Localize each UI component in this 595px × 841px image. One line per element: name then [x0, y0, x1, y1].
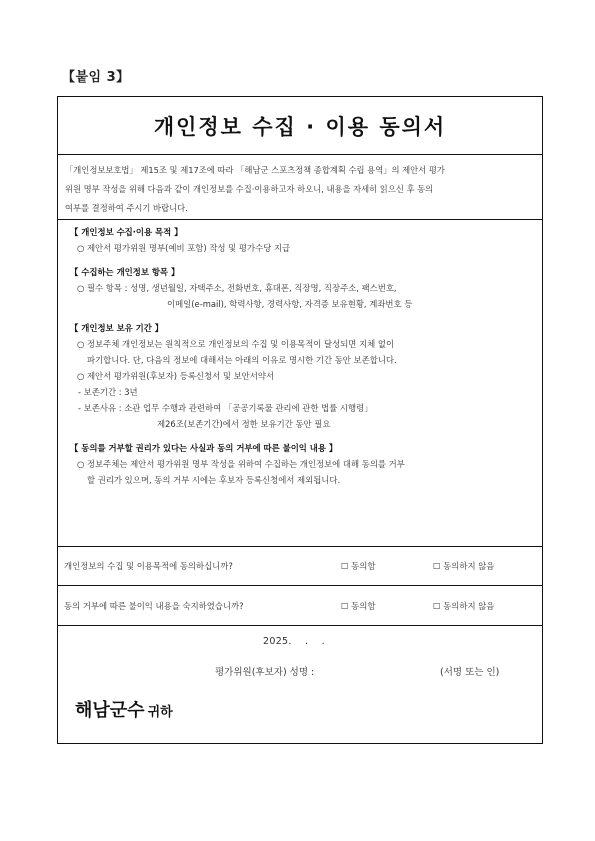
- signature-hint: (서명 또는 인): [440, 667, 500, 678]
- agree-checkbox[interactable]: ☐ 동의함: [341, 600, 376, 611]
- refusal-line: 할 권리가 있으며, 동의 거부 시에는 후보자 등록신청에서 제외됩니다.: [87, 475, 341, 485]
- question-text: 동의 거부에 따른 불이익 내용을 숙지하였습니까?: [64, 600, 244, 611]
- title-row: [58, 97, 542, 155]
- purpose-title: 【 개인정보 수집·이용 목적 】: [70, 227, 183, 237]
- retention-reason: - 보존사유 : 소관 업무 수행과 관련하여 「공공기록물 관리에 관한 법률 시행령」: [78, 403, 373, 413]
- retention-period: - 보존기간 : 3년: [78, 387, 138, 397]
- acknowledge-question-row: [58, 586, 542, 626]
- disagree-checkbox[interactable]: ☐ 동의하지 않음: [433, 561, 495, 571]
- agree-checkbox[interactable]: ☐ 동의함: [341, 561, 376, 571]
- retention-line: 파기합니다. 단, 다음의 정보에 대해서는 아래의 이유로 명시한 기간 동안 보존합니다.: [87, 355, 397, 365]
- date-field[interactable]: 2025. . .: [263, 636, 325, 647]
- signature-area: [58, 626, 542, 744]
- disagree-checkbox[interactable]: ☐ 동의하지 않음: [433, 600, 495, 611]
- refusal-line: ○ 정보주체는 제안서 평가위원 명부 작성을 위하여 수집하는 개인정보에 대해 동의를 거부: [77, 459, 405, 469]
- retention-reason: 제26조(보존기간)에서 정한 보유기간 동안 필요: [157, 419, 331, 429]
- retention-line: ○ 제안서 평가위원(후보자) 등록신청서 및 보안서약서: [77, 371, 275, 381]
- items-line: ○ 필수 항목 : 성명, 생년월일, 자택주소, 전화번호, 휴대폰, 직장명, 직장주소, 팩스번호,: [77, 283, 397, 293]
- items-title: 【 수집하는 개인정보 항목 】: [70, 267, 180, 277]
- intro-line: 「개인정보보호법」 제15조 및 제17조에 따라 「해남군 스포츠정책 종합계획 수립 용역」의 제안서 평가: [65, 165, 445, 175]
- recipient-suffix: 귀하: [147, 705, 173, 720]
- retention-title: 【 개인정보 보유 기간 】: [70, 323, 164, 333]
- purpose-item: ○ 제안서 평가위원 명부(예비 포함) 작성 및 평가수당 지급: [77, 243, 291, 253]
- intro-paragraph: [58, 155, 542, 220]
- form-title: 개인정보 수집 · 이용 동의서: [153, 114, 447, 139]
- intro-line: 위원 명부 작성을 위해 다음과 같이 개인정보를 수집·이용하고자 하오니, 내용을 자세히 읽으신 후 동의: [65, 184, 434, 194]
- intro-line: 여부를 결정하여 주시기 바랍니다.: [65, 203, 188, 213]
- recipient: [75, 696, 173, 722]
- consent-form: [57, 96, 543, 744]
- signer-label: 평가위원(후보자) 성명 :: [215, 667, 315, 678]
- consent-question-row: [58, 547, 542, 586]
- attachment-label: 【붙임 3】: [62, 70, 130, 85]
- question-text: 개인정보의 수집 및 이용목적에 동의하십니까?: [64, 561, 233, 571]
- items-line: 이메일(e-mail), 학력사항, 경력사항, 자격증 보유현황, 계좌번호 등: [167, 299, 413, 309]
- refusal-title: 【 동의를 거부할 권리가 있다는 사실과 동의 거부에 따른 불이익 내용 】: [70, 443, 338, 453]
- consent-details: [58, 220, 542, 547]
- retention-line: ○ 정보주체 개인정보는 원칙적으로 개인정보의 수집 및 이용목적이 달성되면 지체 없이: [77, 339, 395, 349]
- recipient-name: 해남군수: [75, 700, 145, 721]
